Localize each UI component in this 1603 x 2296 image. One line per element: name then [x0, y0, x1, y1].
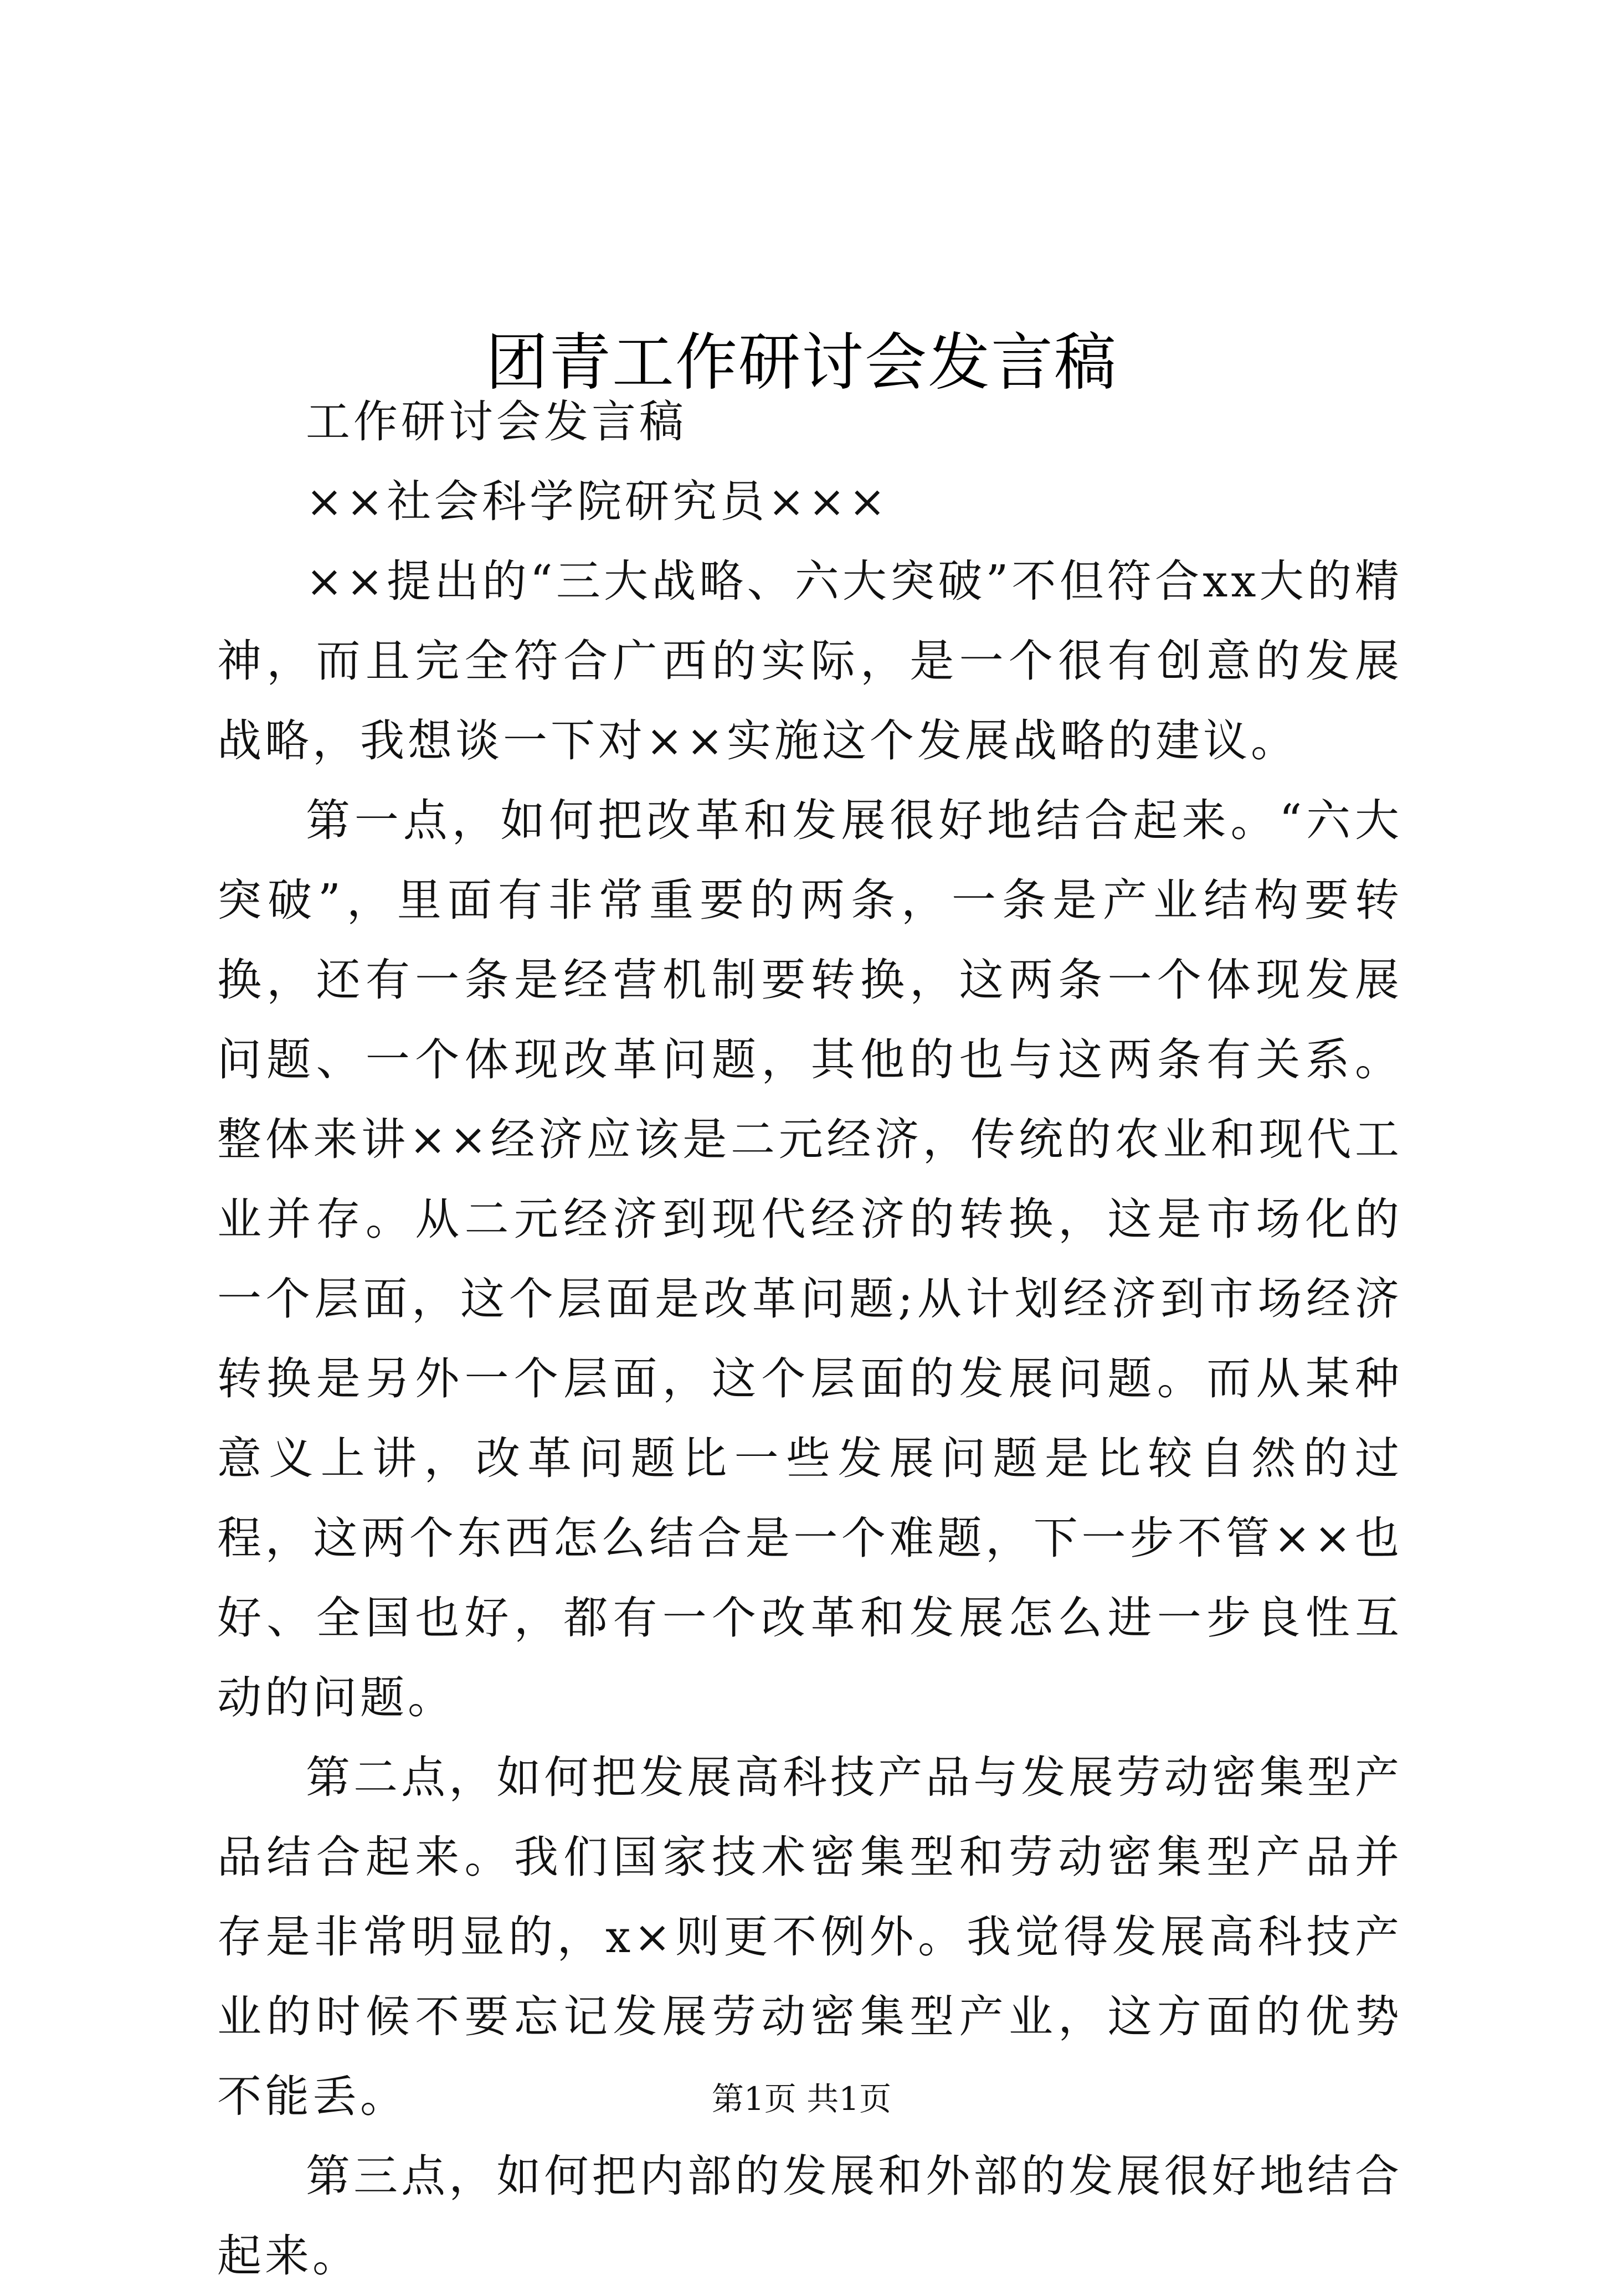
paragraph-point-one: 第一点，如何把改革和发展很好地结合起来。“六大突破”，里面有非常重要的两条，一条是产业结构要转换，还有一条是经营机制要转换，这两条一个体现发展问题、一个体现改革问题，其他的也与这两条有关系。整体来讲××经济应该是二元经济，传统的农业和现代工业并存。从二元经济到现代经济的转换，这是市场化的一个层面，这个层面是改革问题;从计划经济到市场经济转换是另外一个层面，这个层面的发展问题。而从某种意义上讲，改革问题比一些发展问题是比较自然的过程，这两个东西怎么结合是一个难题，下一步不管××也好、全国也好，都有一个改革和发展怎么进一步良性互动的问题。 [217, 795, 1402, 1723]
document-body [217, 382, 1402, 2296]
paragraph-author: ××社会科学院研究员××× [306, 476, 890, 527]
paragraph-subtitle: 工作研讨会发言稿 [306, 396, 687, 447]
document-title: 团青工作研讨会发言稿 [486, 327, 1117, 399]
paragraph-point-two: 第二点，如何把发展高科技产品与发展劳动密集型产品结合起来。我们国家技术密集型和劳动密集型产品并存是非常明显的，x×则更不例外。我觉得发展高科技产业的时候不要忘记发展劳动密集型产业，这方面的优势不能丢。 [217, 1752, 1402, 2122]
paragraph-intro: ××提出的“三大战略、六大突破”不但符合xx大的精神，而且完全符合广西的实际，是一个很有创意的发展战略，我想谈一下对××实施这个发展战略的建议。 [217, 555, 1402, 766]
paragraph-point-three: 第三点，如何把内部的发展和外部的发展很好地结合起来。 [217, 2150, 1402, 2282]
page-footer: 第1页 共1页 [711, 2080, 892, 2118]
